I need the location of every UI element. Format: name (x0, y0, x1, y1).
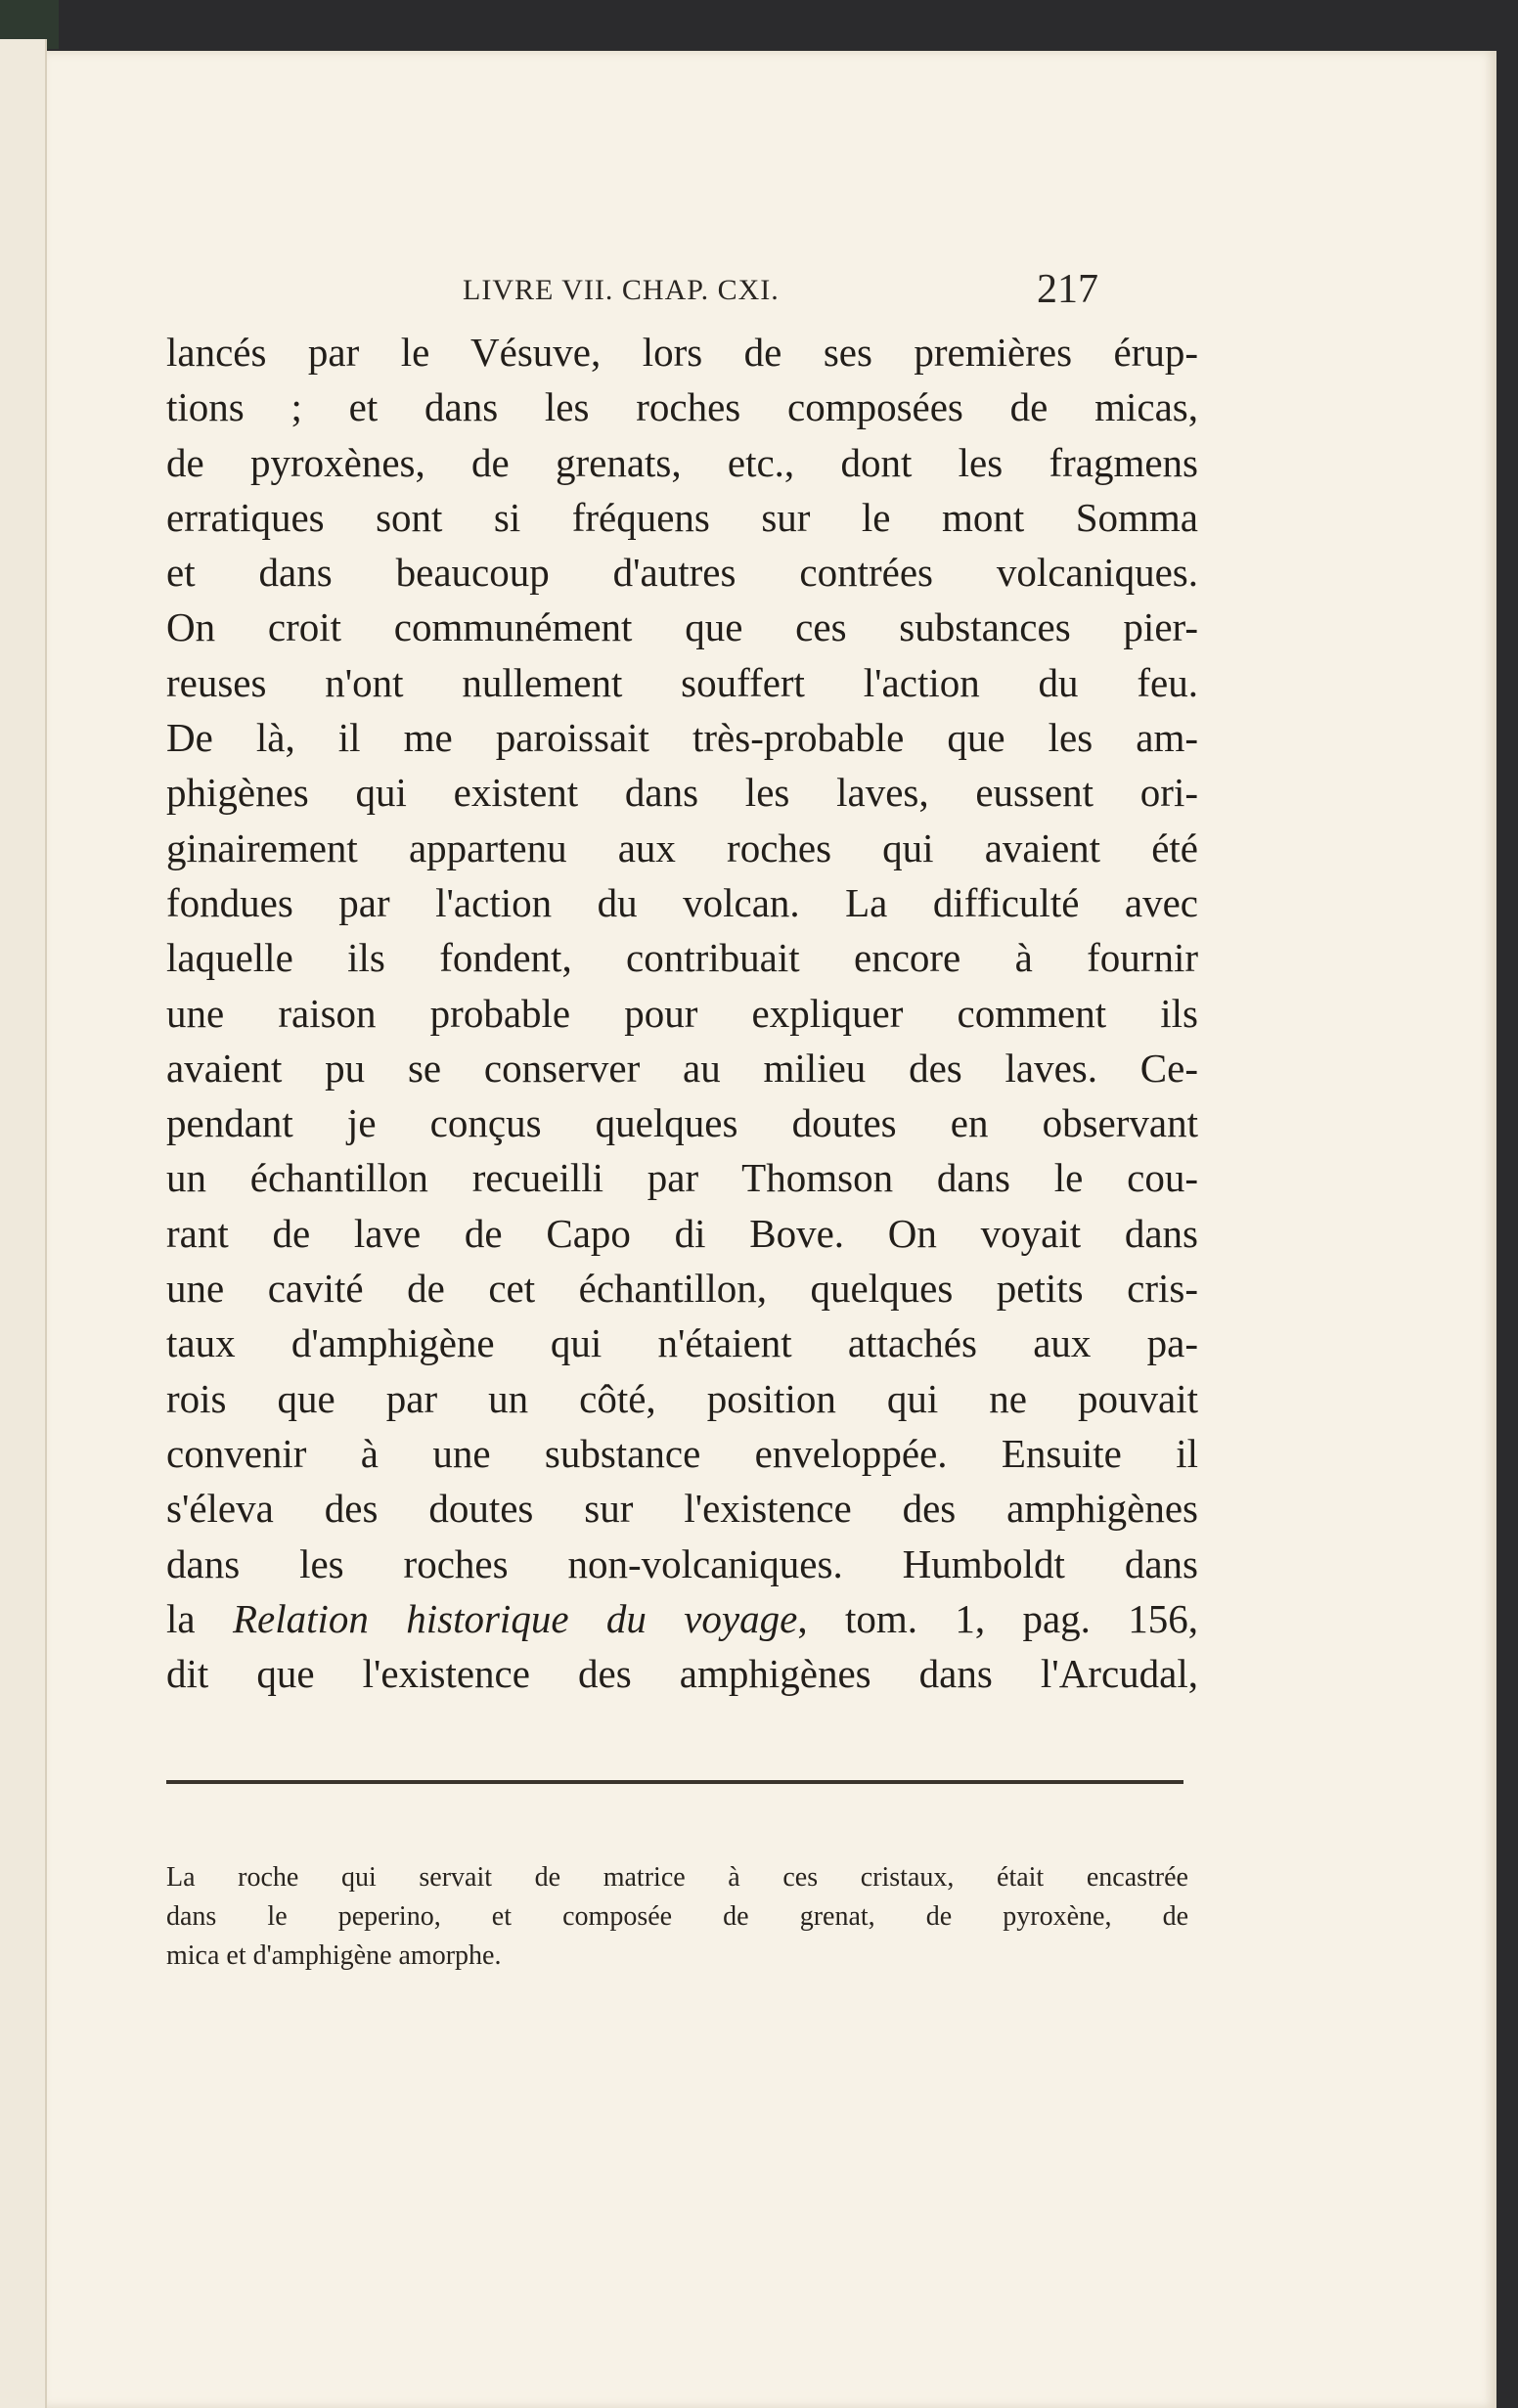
text-line: dit que l'existence des amphigènes dans l'Arcudal, (166, 1651, 1198, 1697)
text-line: lancés par le Vésuve, lors de ses premières érup- (166, 330, 1198, 375)
text-line: ginairement appartenu aux roches qui avaient été (166, 825, 1198, 870)
text-line: avaient pu se conserver au milieu des laves. Ce- (166, 1045, 1198, 1091)
footnote-line: mica et d'amphigène amorphe. (166, 1940, 502, 1971)
text-line (166, 1591, 1198, 1646)
text-line: et dans beaucoup d'autres contrées volcaniques. (166, 550, 1198, 596)
book-page (47, 51, 1496, 2408)
footnote-line: La roche qui servait de matrice à ces cristaux, était encastrée (166, 1862, 1188, 1893)
text-line: De là, il me paroissait très-probable que les am- (166, 715, 1198, 761)
text-line: s'éleva des doutes sur l'existence des amphigènes (166, 1486, 1198, 1532)
text-line: tions ; et dans les roches composées de micas, (166, 384, 1198, 430)
text-line: reuses n'ont nullement souffert l'action du feu. (166, 659, 1198, 705)
text-segment: , tom. 1, pag. 156, (797, 1595, 1198, 1641)
previous-page-edge (0, 39, 47, 2408)
text-line: de pyroxènes, de grenats, etc., dont les fragmens (166, 439, 1198, 485)
text-line: une cavité de cet échantillon, quelques petits cris- (166, 1266, 1198, 1312)
text-line: pendant je conçus quelques doutes en observant (166, 1100, 1198, 1146)
text-line: taux d'amphigène qui n'étaient attachés aux pa- (166, 1320, 1198, 1366)
footnote-line: dans le peperino, et composée de grenat, de pyroxène, de (166, 1901, 1188, 1932)
text-line: On croit communément que ces substances pier- (166, 604, 1198, 650)
text-line: rant de lave de Capo di Bove. On voyait dans (166, 1210, 1198, 1256)
page-number: 217 (1037, 267, 1098, 312)
text-line: phigènes qui existent dans les laves, eussent ori- (166, 770, 1198, 816)
text-line: fondues par l'action du volcan. La difficulté avec (166, 879, 1198, 925)
text-segment: la (166, 1595, 233, 1641)
text-line: laquelle ils fondent, contribuait encore à fournir (166, 935, 1198, 981)
running-head: LIVRE VII. CHAP. CXI. (463, 274, 780, 306)
text-line: une raison probable pour expliquer comment ils (166, 990, 1198, 1036)
page-header (47, 267, 1496, 323)
body-text (166, 325, 1198, 1701)
footnote (166, 1858, 1188, 1976)
text-line: erratiques sont si fréquens sur le mont Somma (166, 494, 1198, 540)
text-line: rois que par un côté, position qui ne pouvait (166, 1375, 1198, 1421)
book-title: Relation historique du voyage (232, 1595, 798, 1641)
text-line: dans les roches non-volcaniques. Humboldt dans (166, 1540, 1198, 1586)
text-line: convenir à une substance enveloppée. Ensuite il (166, 1430, 1198, 1476)
footnote-rule (166, 1780, 1183, 1784)
text-line: un échantillon recueilli par Thomson dans le cou- (166, 1155, 1198, 1201)
